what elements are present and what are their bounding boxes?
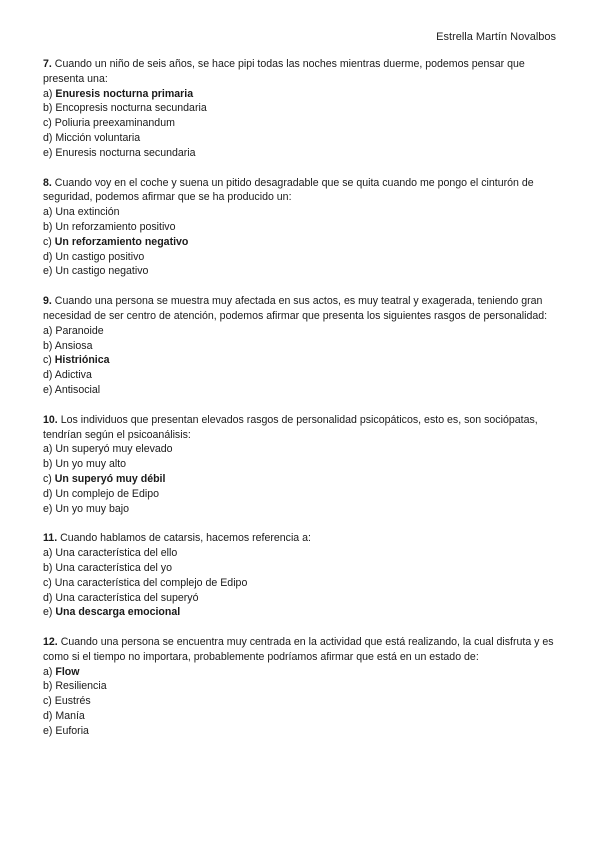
option	[43, 250, 563, 265]
option-text: Manía	[55, 710, 85, 723]
option	[43, 220, 563, 235]
option-list	[43, 665, 563, 739]
option-letter: a)	[43, 665, 53, 678]
option-letter: a)	[43, 443, 53, 456]
option-text: Un reforzamiento negativo	[54, 235, 189, 248]
option-letter: d)	[43, 487, 53, 500]
option	[43, 339, 563, 354]
option-text: Un complejo de Edipo	[55, 487, 160, 500]
option-text: Un yo muy bajo	[55, 502, 129, 515]
option-list	[43, 205, 563, 279]
option-text: Resiliencia	[55, 680, 107, 693]
option	[43, 264, 563, 279]
option-text: Un yo muy alto	[55, 458, 127, 471]
option	[43, 324, 563, 339]
option-text: Un superyó muy débil	[54, 472, 166, 485]
question-text	[43, 57, 563, 87]
option	[43, 694, 563, 709]
option	[43, 368, 563, 383]
question-9	[43, 294, 563, 398]
question-number: 7.	[43, 58, 52, 70]
question-stem: Cuando voy en el coche y suena un pitido desagradable que se quita cuando me pongo el cinturón de seguridad, podemos afirmar que se ha producido un:	[43, 176, 534, 204]
option	[43, 101, 563, 116]
correct-option	[43, 353, 563, 368]
option	[43, 131, 563, 146]
option-letter: b)	[43, 220, 53, 233]
question-number: 10.	[43, 413, 58, 426]
option-text: Flow	[55, 665, 80, 678]
option-letter: c)	[43, 576, 52, 589]
correct-option	[43, 472, 563, 487]
correct-option	[43, 605, 563, 620]
question-text	[43, 635, 563, 665]
option-text: Un reforzamiento positivo	[55, 220, 176, 233]
question-stem: Cuando un niño de seis años, se hace pipi todas las noches mientras duerme, podemos pensar que presenta una:	[43, 58, 525, 85]
option-letter: c)	[43, 354, 52, 367]
option-letter: a)	[43, 206, 53, 219]
question-stem: Cuando hablamos de catarsis, hacemos referencia a:	[60, 532, 311, 545]
option-text: Adictiva	[54, 369, 92, 382]
option	[43, 487, 563, 502]
question-text	[43, 531, 563, 546]
option-text: Una característica del complejo de Edipo	[54, 576, 248, 589]
option-text: Eustrés	[54, 695, 91, 708]
option	[43, 724, 563, 739]
question-text	[43, 176, 563, 206]
option	[43, 576, 563, 591]
option	[43, 146, 563, 161]
option-list	[43, 324, 563, 398]
option	[43, 205, 563, 220]
option	[43, 457, 563, 472]
option	[43, 383, 563, 398]
option-letter: e)	[43, 606, 53, 619]
option	[43, 442, 563, 457]
question-stem: Cuando una persona se muestra muy afectada en sus actos, es muy teatral y exagerada, teniendo gran necesidad de ser centro de atención, podemos afirmar que presenta los siguientes rasgos de personalidad:	[43, 295, 548, 322]
option	[43, 679, 563, 694]
question-10	[43, 413, 563, 517]
option-letter: a)	[43, 547, 53, 560]
option-letter: d)	[43, 369, 53, 382]
correct-option	[43, 87, 563, 102]
option-letter: d)	[43, 591, 53, 604]
option	[43, 116, 563, 131]
correct-option	[43, 665, 563, 680]
option-text: Paranoide	[55, 324, 104, 337]
author-header: Estrella Martín Novalbos	[436, 31, 556, 43]
option-text: Histriónica	[54, 354, 110, 367]
option-text: Una característica del superyó	[55, 591, 199, 604]
option-letter: e)	[43, 146, 53, 159]
option-letter: c)	[43, 472, 52, 485]
question-stem: Cuando una persona se encuentra muy centrada en la actividad que está realizando, la cual disfruta y es como si el tiempo no importara, probablemente podríamos afirmar que está en un estado de:	[43, 636, 554, 663]
option-letter: d)	[43, 710, 53, 723]
question-number: 9.	[43, 295, 52, 308]
option-letter: e)	[43, 383, 53, 396]
option-letter: a)	[43, 87, 53, 100]
question-12	[43, 635, 563, 739]
option-list	[43, 442, 563, 516]
option-text: Poliuria preexaminandum	[54, 117, 175, 130]
option-letter: b)	[43, 561, 53, 574]
question-number: 12.	[43, 636, 58, 649]
option-list	[43, 546, 563, 620]
option-letter: a)	[43, 324, 53, 337]
option-letter: b)	[43, 339, 53, 352]
option-letter: b)	[43, 458, 53, 471]
option-letter: e)	[43, 502, 53, 515]
question-text	[43, 294, 563, 324]
option-letter: d)	[43, 131, 53, 144]
option-text: Una característica del yo	[55, 561, 172, 574]
option-letter: c)	[43, 235, 52, 248]
option-text: Ansiosa	[54, 339, 93, 352]
question-list	[43, 57, 563, 754]
option-text: Una descarga emocional	[55, 606, 181, 619]
option-letter: c)	[43, 117, 52, 130]
option	[43, 591, 563, 606]
question-text	[43, 413, 563, 443]
question-7	[43, 57, 563, 161]
correct-option	[43, 235, 563, 250]
option-letter: c)	[43, 695, 52, 708]
option-text: Enuresis nocturna primaria	[55, 87, 194, 100]
option-text: Enuresis nocturna secundaria	[55, 146, 196, 159]
option-text: Un castigo positivo	[55, 250, 145, 263]
option-letter: e)	[43, 265, 53, 278]
option-list	[43, 87, 563, 161]
option	[43, 502, 563, 517]
option-text: Un castigo negativo	[55, 265, 149, 278]
option-text: Una característica del ello	[55, 547, 178, 560]
option	[43, 561, 563, 576]
option-text: Una extinción	[55, 206, 120, 219]
option-text: Micción voluntaria	[55, 131, 141, 144]
option-text: Antisocial	[54, 383, 101, 396]
question-number: 8.	[43, 176, 52, 189]
option	[43, 709, 563, 724]
question-8	[43, 176, 563, 280]
option-letter: d)	[43, 250, 53, 263]
option	[43, 546, 563, 561]
option-text: Encopresis nocturna secundaria	[55, 102, 207, 115]
question-stem: Los individuos que presentan elevados rasgos de personalidad psicopáticos, esto es, son sociópatas, tendrían según el psicoanálisis:	[43, 413, 538, 441]
question-11	[43, 531, 563, 620]
option-text: Euforia	[55, 724, 89, 737]
option-letter: b)	[43, 102, 53, 115]
option-letter: b)	[43, 680, 53, 693]
option-letter: e)	[43, 724, 53, 737]
option-text: Un superyó muy elevado	[55, 443, 173, 456]
question-number: 11.	[43, 532, 58, 545]
